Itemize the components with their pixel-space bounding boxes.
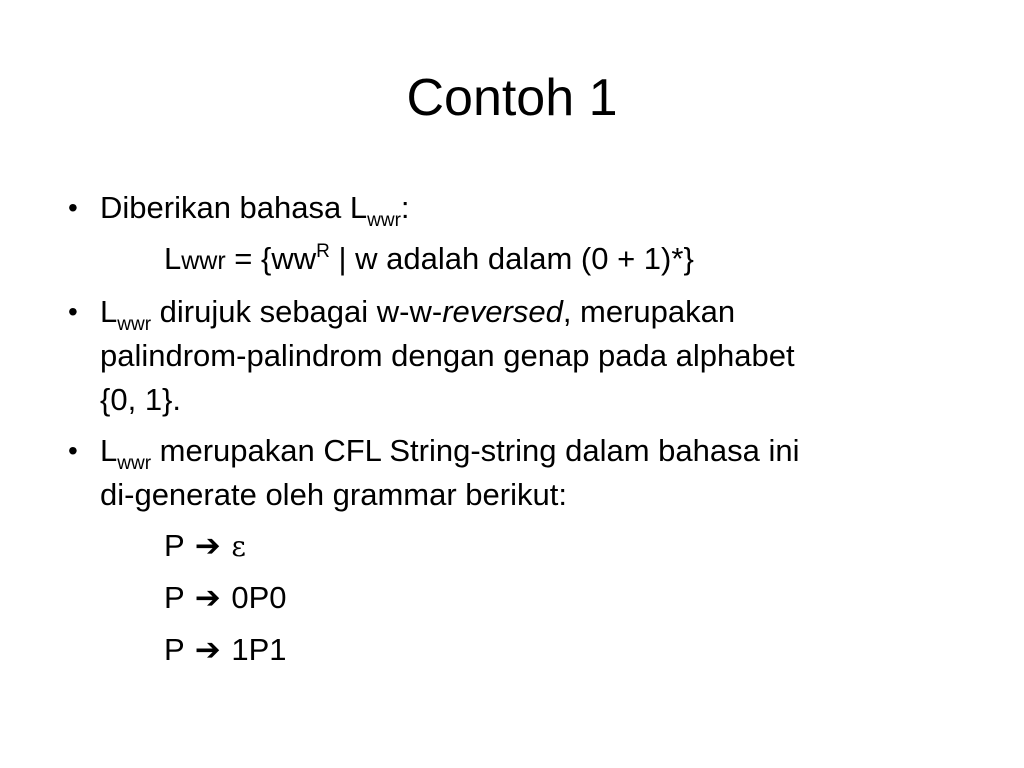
bullet-1-text	[100, 188, 410, 233]
rule-lhs: P	[164, 528, 185, 563]
bullet-3-line-2: di-generate oleh grammar berikut:	[100, 477, 567, 512]
grammar-rule-text	[164, 578, 287, 618]
bullet-2-italic: reversed	[442, 294, 563, 329]
rule-lhs: P	[164, 580, 185, 615]
bullet-2-line-2: palindrom-palindrom dengan genap pada alphabet	[100, 338, 795, 373]
definition-subscript: wwr	[181, 247, 226, 275]
bullet-3-subscript: wwr	[117, 453, 152, 474]
bullet-3-text-1: merupakan CFL String-string dalam bahasa ini	[151, 433, 800, 468]
bullet-2-text-2: , merupakan	[562, 294, 736, 329]
bullet-marker: •	[68, 192, 78, 223]
definition-l: L	[164, 241, 182, 276]
grammar-rule-text	[164, 526, 246, 567]
bullet-2-l: L	[100, 294, 118, 329]
rule-rhs: 1P1	[231, 632, 287, 667]
bullet-marker: •	[68, 435, 78, 466]
definition-superscript: R	[316, 241, 330, 262]
definition-rest: | w adalah dalam (0 + 1)*}	[329, 241, 694, 276]
bullet-3-line-1	[100, 431, 799, 476]
grammar-rule-text	[164, 630, 287, 670]
rule-lhs: P	[164, 632, 185, 667]
rule-rhs: ε	[231, 530, 246, 563]
bullet-marker: •	[68, 296, 78, 327]
bullet-3-l: L	[100, 433, 118, 468]
bullet-2-line-3: {0, 1}.	[100, 382, 182, 417]
bullet-1-colon: :	[400, 190, 410, 225]
bullet-2-text-1: dirujuk sebagai w-w-	[151, 294, 443, 329]
bullet-1-subscript: wwr	[367, 210, 401, 231]
arrow-icon: ➔	[194, 632, 221, 667]
arrow-icon: ➔	[194, 580, 221, 615]
bullet-2-line-1	[100, 292, 735, 337]
definition-text	[164, 239, 694, 284]
slide-title: Contoh 1	[406, 69, 618, 127]
bullet-1-lead: Diberikan bahasa L	[100, 190, 368, 225]
arrow-icon: ➔	[194, 528, 221, 563]
bullet-2-subscript: wwr	[117, 314, 152, 335]
rule-rhs: 0P0	[231, 580, 287, 615]
definition-eq: = {ww	[225, 241, 317, 276]
